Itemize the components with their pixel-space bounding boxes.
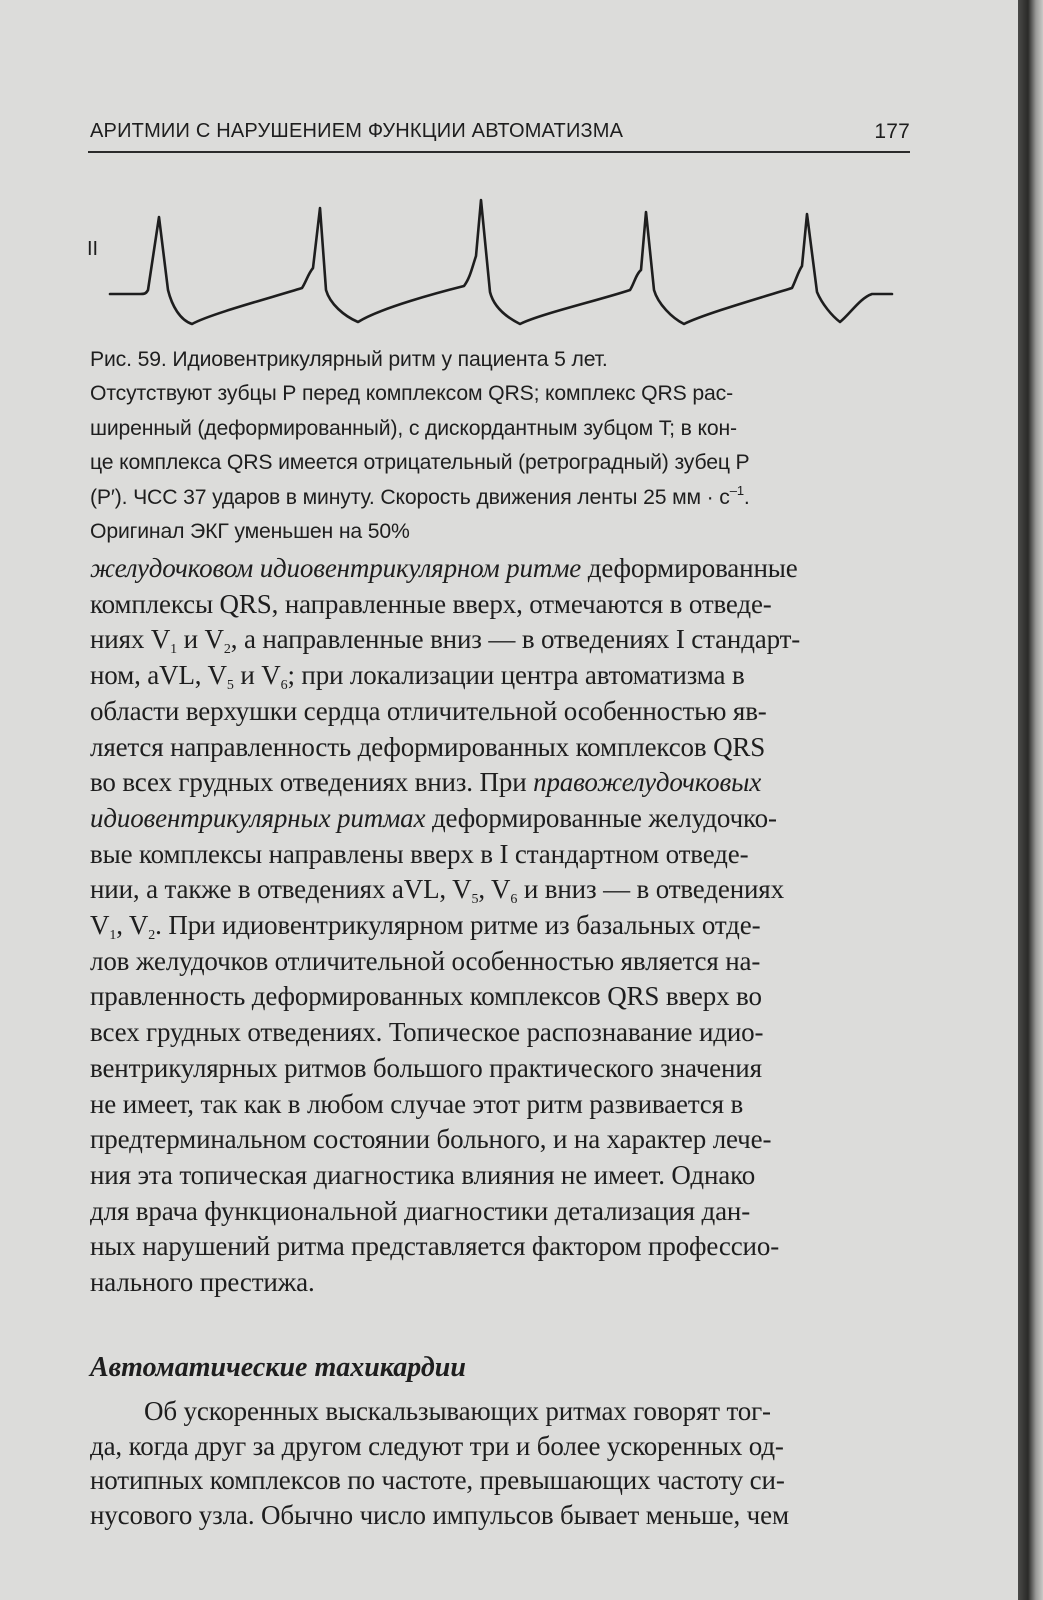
- section-paragraph: [90, 1394, 912, 1532]
- subscript: 6: [510, 892, 518, 908]
- text-run: во всех грудных отведениях вниз. При: [90, 767, 534, 798]
- text-run: ; при локализации центра автоматизма в: [287, 660, 745, 691]
- figure-caption: [90, 343, 910, 549]
- text-line: нального престижа.: [90, 1267, 315, 1298]
- text-line: ния эта топическая диагностика влияния не имеет. Однако: [90, 1159, 756, 1190]
- subscript: 5: [226, 678, 234, 694]
- caption-line: Оригинал ЭКГ уменьшен на 50%: [90, 520, 410, 544]
- text-run: деформированные желудочко-: [425, 802, 777, 833]
- text-run: и вниз — в отведениях: [517, 874, 784, 905]
- caption-line: Отсутствуют зубцы Р перед комплексом QRS; комплекс QRS рас-: [90, 382, 733, 406]
- caption-line: це комплекса QRS имеется отрицательный (ретроградный) зубец Р: [90, 451, 750, 475]
- subscript: 2: [223, 642, 231, 658]
- italic-term: правожелудочковых: [533, 767, 762, 798]
- text-line: лов желудочков отличительной особенностью является на-: [90, 945, 761, 976]
- ecg-lead-label: II: [87, 238, 99, 260]
- italic-term: желудочковом идиовентрикулярном ритме: [90, 553, 582, 583]
- subscript: 6: [280, 678, 288, 694]
- italic-term: идиовентрикулярных ритмах: [90, 802, 426, 833]
- text-line: [90, 551, 912, 587]
- text-run: нии, а также в отведениях aVL, V: [90, 874, 472, 905]
- caption-line: Рис. 59. Идиовентрикулярный ритм у пациента 5 лет.: [90, 348, 608, 371]
- text-line: [90, 801, 912, 837]
- section-heading: Автоматические тахикардии: [90, 1352, 466, 1383]
- text-line: не имеет, так как в любом случае этот ритм развивается в: [90, 1088, 744, 1119]
- text-run: , V: [116, 910, 149, 941]
- text-run: , а направленные вниз — в отведениях I стандарт-: [230, 624, 801, 655]
- text-run: и V: [233, 660, 281, 691]
- text-line: [90, 908, 912, 944]
- text-run: деформированные: [581, 553, 798, 583]
- text-run: V: [90, 910, 110, 941]
- subscript: 5: [471, 892, 479, 908]
- text-run: и V: [177, 624, 224, 655]
- text-line: правленность деформированных комплексов QRS вверх во: [90, 981, 762, 1012]
- subscript: 1: [170, 642, 178, 658]
- text-run: . При идиовентрикулярном ритме из базальных отде-: [155, 910, 761, 941]
- text-line: всех грудных отведениях. Топическое распознавание идио-: [90, 1017, 764, 1048]
- text-line: ляется направленность деформированных комплексов QRS: [90, 731, 766, 762]
- chapter-title: АРИТМИИ С НАРУШЕНИЕМ ФУНКЦИИ АВТОМАТИЗМА: [90, 120, 624, 142]
- text-run: ном, aVL, V: [90, 660, 227, 691]
- text-line: Об ускоренных выскальзывающих ритмах говорят тог-: [144, 1396, 771, 1426]
- text-line: да, когда друг за другом следуют три и более ускоренных од-: [90, 1430, 784, 1461]
- caption-line: ширенный (деформированный), с дискордантным зубцом T; в кон-: [90, 416, 737, 440]
- text-line: [90, 872, 912, 908]
- ecg-trace-line: [110, 200, 892, 324]
- text-line: области верхушки сердца отличительной особенностью яв-: [90, 695, 767, 726]
- page-number: 177: [874, 120, 910, 143]
- caption-superscript: –1: [729, 482, 744, 498]
- text-line: [90, 622, 912, 658]
- text-run: , V: [478, 874, 511, 905]
- text-line: нотипных комплексов по частоте, превышающих частоту си-: [90, 1465, 785, 1495]
- page-edge-shadow: [1018, 0, 1043, 1600]
- ecg-trace-figure: [80, 190, 910, 340]
- caption-text: (Р′). ЧСС 37 ударов в минуту. Скорость движения ленты 25 мм · с: [90, 485, 730, 509]
- text-line: для врача функциональной диагностики детализация дан-: [90, 1195, 751, 1226]
- caption-text: .: [743, 485, 750, 509]
- text-line: предтерминальном состоянии больного, и на характер лече-: [90, 1124, 772, 1155]
- text-line: нусового узла. Обычно число импульсов бывает меньше, чем: [90, 1499, 789, 1530]
- body-paragraph: [90, 551, 912, 1301]
- caption-line: [90, 481, 910, 515]
- text-line: комплексы QRS, направленные вверх, отмечаются в отведе-: [90, 588, 772, 619]
- subscript: 2: [148, 928, 156, 944]
- text-run: ниях V: [90, 624, 171, 655]
- text-line: вые комплексы направлены вверх в I стандартном отведе-: [90, 838, 749, 869]
- text-line: [90, 658, 912, 694]
- text-line: ных нарушений ритма представляется фактором профессио-: [90, 1231, 780, 1262]
- subscript: 1: [109, 928, 117, 944]
- header-rule: [88, 151, 910, 153]
- text-line: вентрикулярных ритмов большого практического значения: [90, 1052, 762, 1083]
- text-line: [90, 765, 912, 801]
